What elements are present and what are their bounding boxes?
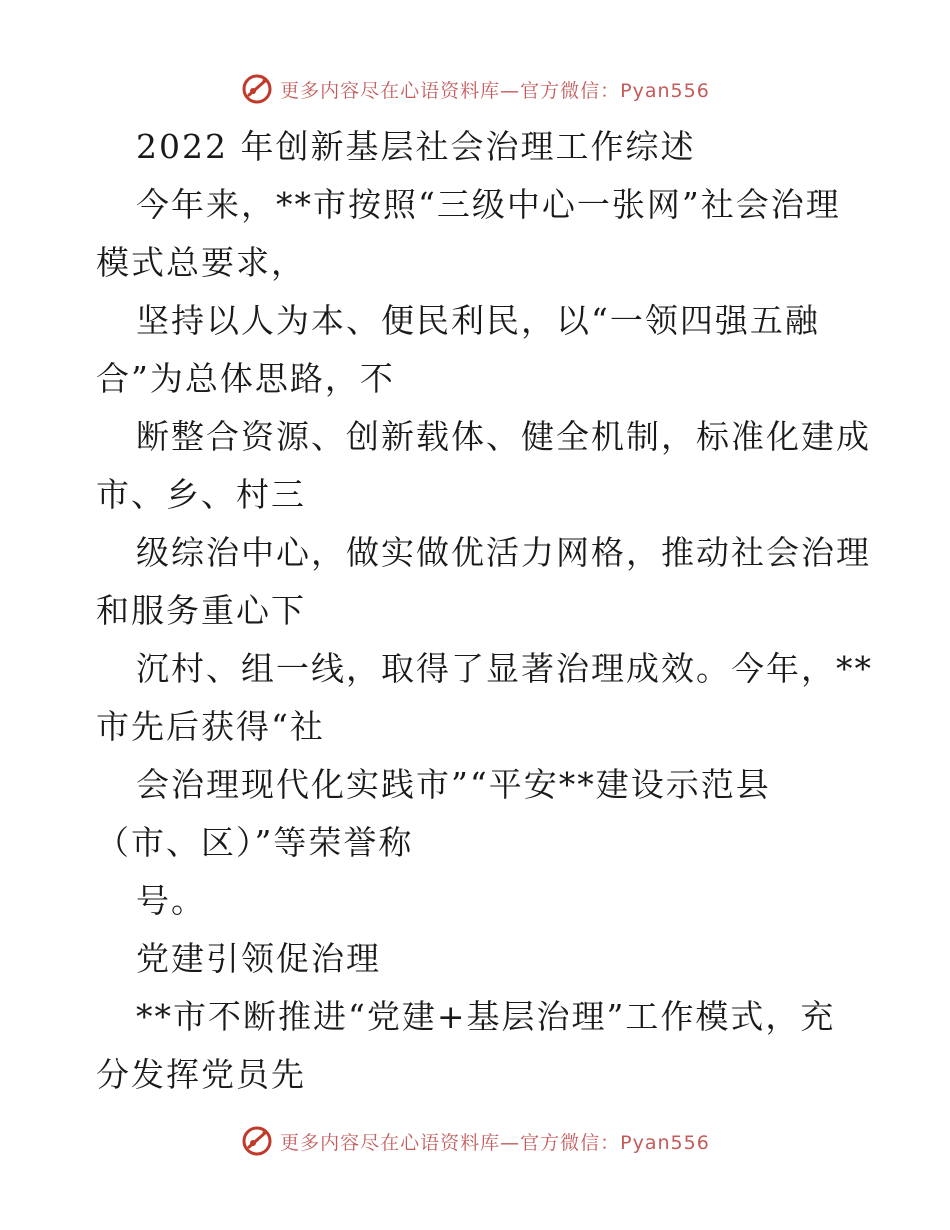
watermark-logo-icon: [240, 1124, 274, 1158]
text-line: 模式总要求，: [96, 243, 306, 282]
text-line: 2022 年创新基层社会治理工作综述: [136, 127, 696, 166]
watermark-text: 更多内容尽在心语资料库—官方微信：Pyan556: [280, 79, 710, 102]
text-line: 党建引领促治理: [136, 939, 381, 978]
text-line: 级综治中心，做实做优活力网格，推动社会治理: [136, 533, 871, 572]
text-line: 坚持以人为本、便民利民，以“一领四强五融: [136, 301, 820, 340]
text-line: 分发挥党员先: [96, 1055, 306, 1094]
watermark-footer: [0, 1124, 950, 1158]
watermark-text: 更多内容尽在心语资料库—官方微信：Pyan556: [280, 1131, 710, 1154]
text-line: 断整合资源、创新载体、健全机制，标准化建成: [136, 417, 871, 456]
text-line: 市、乡、村三: [96, 475, 306, 514]
text-line: （市、区）”等荣誉称: [96, 823, 414, 862]
text-line: **市不断推进“党建+基层治理”工作模式，充: [136, 997, 836, 1036]
document-body: [96, 118, 873, 1104]
text-line: 和服务重心下: [96, 591, 306, 630]
watermark-header: [0, 72, 950, 106]
text-line: 合”为总体思路，不: [96, 359, 395, 398]
watermark-logo-icon: [240, 72, 274, 106]
text-line: 沉村、组一线，取得了显著治理成效。今年，**: [136, 649, 873, 688]
text-line: 今年来，**市按照“三级中心一张网”社会治理: [136, 185, 841, 224]
text-line: 市先后获得“社: [96, 707, 325, 746]
text-line: 会治理现代化实践市”“平安**建设示范县: [136, 765, 771, 804]
text-line: 号。: [136, 881, 206, 920]
